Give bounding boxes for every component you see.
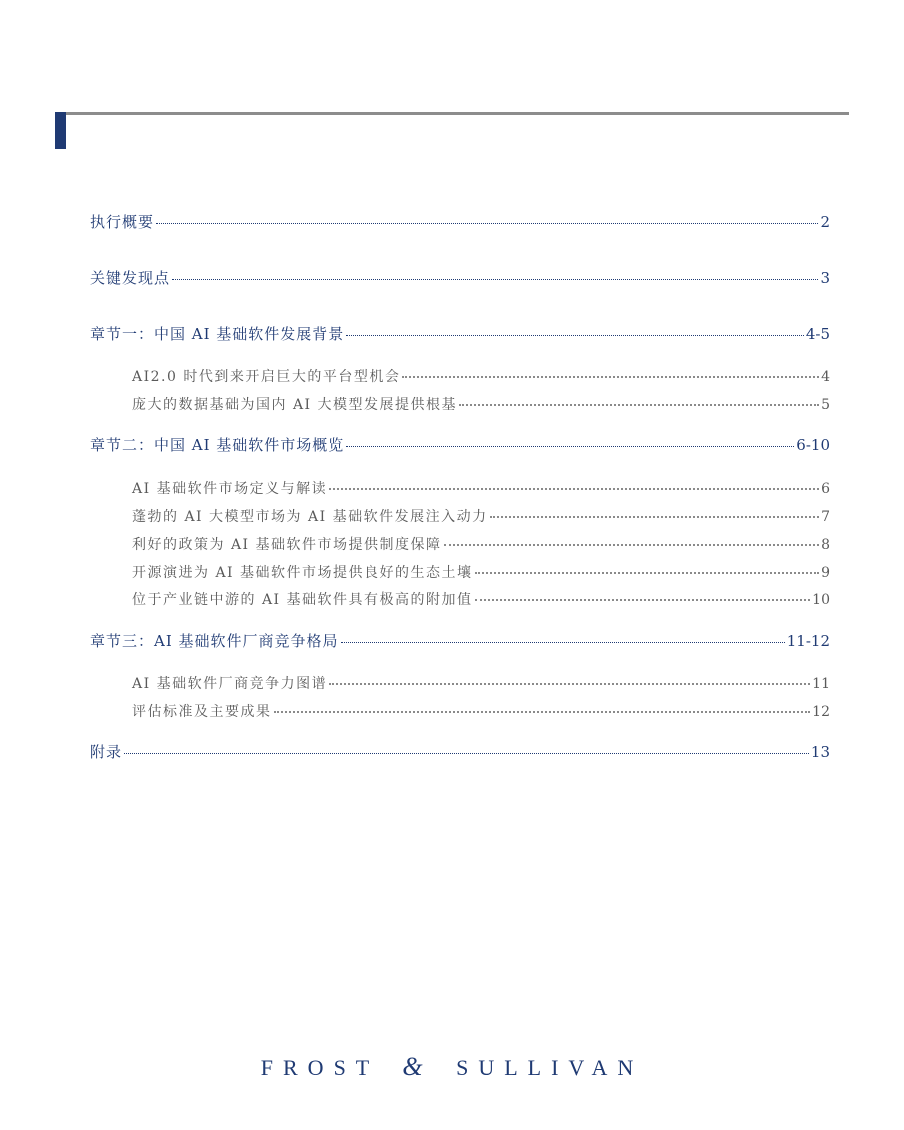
toc-subentry-2-3[interactable] [132, 534, 830, 554]
toc-subentry-page: 12 [812, 704, 830, 720]
toc-subentry-1-1[interactable] [132, 366, 830, 386]
dot-leader [475, 571, 820, 574]
toc-entry-appendix[interactable] [90, 741, 830, 762]
toc-subentry-title: 评估标准及主要成果 [132, 704, 272, 720]
dot-leader [475, 598, 811, 601]
toc-subentry-page: 4 [821, 369, 830, 385]
logo-ampersand: & [402, 1052, 423, 1081]
toc-subentry-2-5[interactable] [132, 589, 830, 609]
toc-subentry-title: AI 基础软件厂商竞争力图谱 [132, 676, 328, 692]
toc-subentry-page: 11 [812, 676, 830, 692]
dot-leader [329, 682, 810, 685]
toc-subentry-page: 9 [821, 565, 830, 581]
toc-subentry-title: AI 基础软件市场定义与解读 [132, 481, 328, 497]
toc-subentry-title: AI2.0 时代到来开启巨大的平台型机会 [132, 369, 401, 385]
toc-subentry-page: 5 [821, 397, 830, 413]
logo-text-frost: FROST [260, 1055, 379, 1080]
toc-entry-title: 附录 [90, 743, 123, 761]
toc-subentry-3-1[interactable] [132, 673, 830, 693]
toc-entry-key-findings[interactable] [90, 267, 830, 288]
logo-text-sullivan: SULLIVAN [456, 1055, 644, 1080]
toc-subentry-2-2[interactable] [132, 506, 830, 526]
toc-subentry-title: 开源演进为 AI 基础软件市场提供良好的生态土壤 [132, 565, 473, 581]
dot-leader [156, 222, 818, 224]
dot-leader [444, 543, 820, 546]
dot-leader [172, 278, 818, 280]
toc-subentry-title: 利好的政策为 AI 基础软件市场提供制度保障 [132, 537, 442, 553]
toc-entry-page: 4-5 [805, 325, 830, 343]
dot-leader [329, 487, 819, 490]
toc-entry-executive-summary[interactable] [90, 211, 830, 232]
toc-subentry-page: 6 [821, 481, 830, 497]
toc-entry-page: 3 [820, 269, 830, 287]
toc-subentry-2-4[interactable] [132, 562, 830, 582]
toc-subentry-1-2[interactable] [132, 394, 830, 414]
toc-subentry-3-2[interactable] [132, 701, 830, 721]
toc-entry-title: 章节二：中国 AI 基础软件市场概览 [90, 436, 345, 454]
toc-entry-title: 章节一：中国 AI 基础软件发展背景 [90, 325, 345, 343]
toc-subentry-page: 8 [821, 537, 830, 553]
toc-entry-chapter-1[interactable] [90, 323, 830, 344]
toc-entry-chapter-2[interactable] [90, 434, 830, 455]
dot-leader [341, 641, 785, 643]
toc-entry-page: 13 [810, 743, 830, 761]
dot-leader [459, 403, 819, 406]
toc-entry-page: 2 [820, 213, 830, 231]
dot-leader [124, 752, 809, 754]
frost-sullivan-logo [0, 1052, 904, 1082]
toc-subentry-title: 位于产业链中游的 AI 基础软件具有极高的附加值 [132, 592, 473, 608]
toc-subentry-title: 蓬勃的 AI 大模型市场为 AI 基础软件发展注入动力 [132, 509, 488, 525]
header-rule [66, 112, 849, 115]
dot-leader [346, 334, 804, 336]
dot-leader [274, 710, 811, 713]
toc-subentry-title: 庞大的数据基础为国内 AI 大模型发展提供根基 [132, 397, 458, 413]
toc-entry-title: 关键发现点 [90, 269, 171, 287]
header-accent-block [55, 112, 66, 149]
toc-entry-title: 章节三：AI 基础软件厂商竞争格局 [90, 632, 339, 650]
toc-subentry-page: 10 [812, 592, 830, 608]
toc-subentry-page: 7 [821, 509, 830, 525]
toc-entry-chapter-3[interactable] [90, 630, 830, 651]
toc-subentry-2-1[interactable] [132, 478, 830, 498]
dot-leader [490, 515, 819, 518]
toc-entry-title: 执行概要 [90, 213, 155, 231]
dot-leader [346, 445, 794, 447]
dot-leader [402, 375, 819, 378]
toc-entry-page: 11-12 [786, 632, 830, 650]
toc-entry-page: 6-10 [796, 436, 830, 454]
